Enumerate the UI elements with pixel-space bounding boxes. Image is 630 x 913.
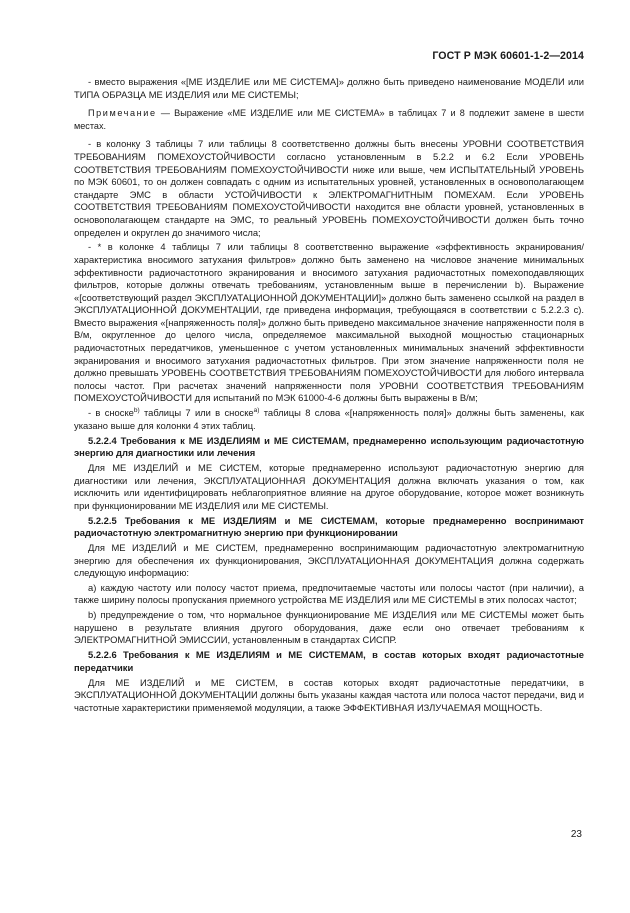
section-heading-5-2-2-4: 5.2.2.4 Требования к МЕ ИЗДЕЛИЯМ и МЕ СИСТЕМАМ, преднамеренно использующим радиочастотную энергию для диагностики или лечения (74, 434, 584, 459)
paragraph-footnote (74, 407, 584, 432)
list-item-b: b) предупреждение о том, что нормальное функционирование МЕ ИЗДЕЛИЯ или МЕ СИСТЕМЫ может быть нарушено в результате влияния другого оборудования, даже если оно отвечает требованиям к ЭЛЕКТРОМАГНИТНОЙ ЭМИССИИ, установленным в стандартах СИСПР. (74, 609, 584, 646)
note-label: Примечание (88, 108, 157, 119)
footnote-text-a: - в сноске (88, 407, 134, 419)
paragraph-5-2-2-5: Для МЕ ИЗДЕЛИЙ и МЕ СИСТЕМ, преднамеренно воспринимающим радиочастотную электромагнитную энергию для обеспечения их функционирования, ЭКСПЛУАТАЦИОННАЯ ДОКУМЕНТАЦИЯ должна содержать следующую информацию: (74, 541, 584, 579)
note-text: — Выражение «МЕ ИЗДЕЛИЕ или МЕ СИСТЕМА» в таблицах 7 и 8 подлежит замене в шести местах. (74, 108, 584, 131)
paragraph-column-4: - * в колонке 4 таблицы 7 или таблицы 8 соответственно выражение «эффективность экранирования/характеристика вносимого затухания фильтров» должно быть заменено на числовое значение минимальных эффективности радиочастотного экранирования и вносимого затухания радиочастотных помехоподавляющих фильтров, которые должны отвечать требованиям, установленным выше в перечислении b). Выражение «[соответствующий раздел ЭКСПЛУАТАЦИОННОЙ ДОКУМЕНТАЦИИ]» должно быть заменено ссылкой на раздел в ЭКСПЛУАТАЦИОННОЙ ДОКУМЕНТАЦИИ, где приведена информация, требующаяся в соответствии с 5.2.2.3 с). Вместо выражения «[напряженность поля]» должно быть приведено максимальное значение напряженности поля в В/м, округленное до целого числа, определяемое максимальной выходной мощностью стационарных радиочастотных передатчиков, уменьшенное с учетом установленных минимальных значений эффективности экранирования и вносимого затухания радиочастотных фильтров. При этом значение напряженности поля не должно превышать УРОВЕНЬ СООТВЕТСТВИЯ ТРЕБОВАНИЯМ ПОМЕХОУСТОЙЧИВОСТИ для любого интервала полосы частот. При расчетах значений напряженности поля УРОВНИ СООТВЕТСТВИЯ ТРЕБОВАНИЯМ ПОМЕХОУСТОЙЧИВОСТИ для испытаний по МЭК 61000-4-6 должны быть выражены в В/м; (74, 241, 584, 404)
paragraph-model-name: - вместо выражения «[МЕ ИЗДЕЛИЕ или МЕ СИСТЕМА]» должно быть приведено наименование МОДЕЛИ или ТИПА ОБРАЗЦА МЕ ИЗДЕЛИЯ или МЕ СИСТЕМЫ; (74, 76, 584, 100)
footnote-text-c: таблицы 8 слова «[напряженность поля]» должны быть заменены, как указано выше для колонки 4 этих таблиц. (74, 407, 585, 431)
footnote-ref-a: a) (253, 407, 260, 415)
section-heading-5-2-2-6: 5.2.2.6 Требования к МЕ ИЗДЕЛИЯМ и МЕ СИСТЕМАМ, в состав которых входят радиочастотные передатчики (74, 649, 584, 673)
document-body (74, 76, 584, 717)
paragraph-column-3: - в колонку 3 таблицы 7 или таблицы 8 соответственно должны быть внесены УРОВНИ СООТВЕТСТВИЯ ТРЕБОВАНИЯМ ПОМЕХОУСТОЙЧИВОСТИ согласно установленным в 5.2.2 и 6.2 Если УРОВЕНЬ СООТВЕТСТВИЯ ТРЕБОВАНИЯМ ПОМЕХОУСТОЙЧИВОСТИ ниже или выше, чем ИСПЫТАТЕЛЬНЫЙ УРОВЕНЬ по МЭК 60601, то он должен совпадать с одним из испытательных уровней, установленных в основополагающем стандарте ЭМС в области УСТОЙЧИВОСТИ к ЭЛЕКТРОМАГНИТНЫМ ПОМЕХАМ. Если УРОВЕНЬ СООТВЕТСТВИЯ ТРЕБОВАНИЯМ ПОМЕХОУСТОЙЧИВОСТИ находится вне области уровней, установленных в основополагающем стандарте на ЭМС, то реальный УРОВЕНЬ ПОМЕХОУСТОЙЧИВОСТИ должен быть точно определен и округлен до значимого числа; (74, 138, 584, 238)
page-header-standard-code: ГОСТ Р МЭК 60601-1-2—2014 (432, 50, 584, 62)
footnote-ref-b: b) (133, 407, 140, 415)
section-heading-5-2-2-5: 5.2.2.5 Требования к МЕ ИЗДЕЛИЯМ и МЕ СИСТЕМАМ, которые преднамеренно воспринимают радиочастотную электромагнитную энергию при функционировании (74, 514, 584, 539)
page-number: 23 (570, 829, 582, 840)
paragraph-5-2-2-6: Для МЕ ИЗДЕЛИЙ и МЕ СИСТЕМ, в состав которых входят радиочастотные передатчики, в ЭКСПЛУАТАЦИОННОЙ ДОКУМЕНТАЦИИ должны быть указаны каждая частота или полоса частот передачи, вид и частотные характеристики применяемой модуляции, а также ЭФФЕКТИВНАЯ ИЗЛУЧАЕМАЯ МОЩНОСТЬ. (74, 676, 584, 713)
paragraph-5-2-2-4: Для МЕ ИЗДЕЛИЙ и МЕ СИСТЕМ, которые преднамеренно используют радиочастотную энергию для диагностики или лечения, ЭКСПЛУАТАЦИОННАЯ ДОКУМЕНТАЦИЯ должна включать указания о том, как исключить или идентифицировать неблагоприятное влияние на другое оборудование, которое может возникнуть при функционировании МЕ ИЗДЕЛИЯ или МЕ СИСТЕМЫ. (74, 461, 584, 511)
list-item-a: а) каждую частоту или полосу частот приема, предпочитаемые частоты или полосы частот (при наличии), а также ширину полосы пропускания приемного устройства МЕ ИЗДЕЛИЯ или МЕ СИСТЕМЫ в этих полосах частот; (74, 581, 584, 606)
footnote-text-b: таблицы 7 или в сноске (139, 407, 254, 419)
note (74, 107, 584, 132)
